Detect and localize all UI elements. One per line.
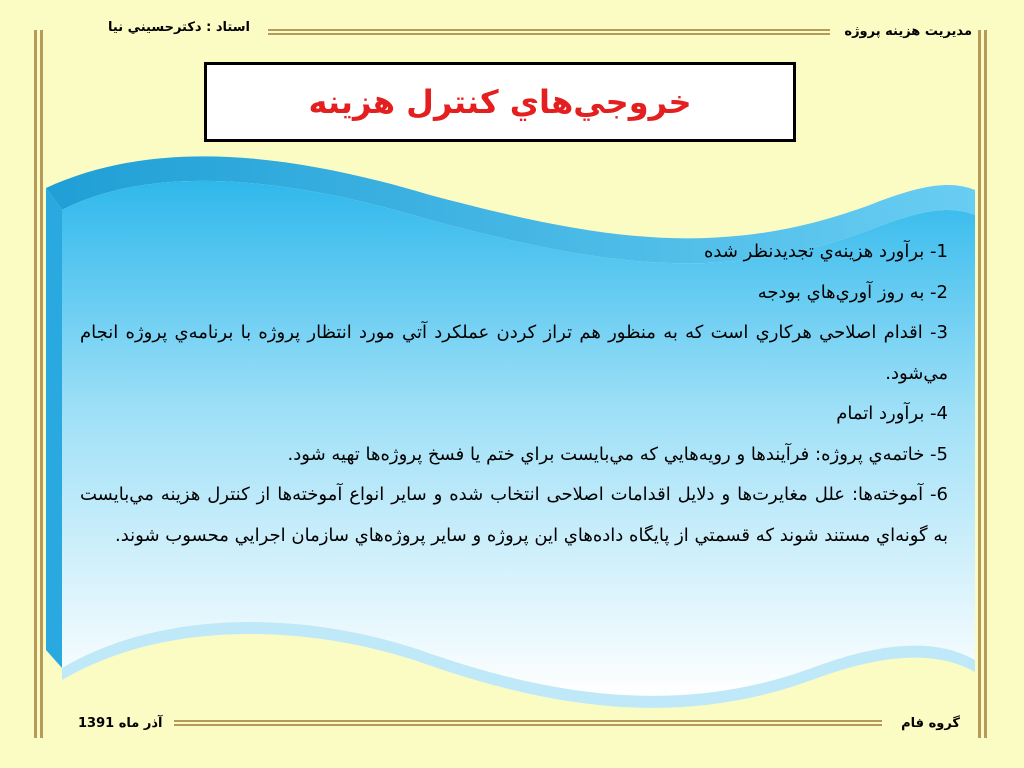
course-title: مديريت هزينه پروژه	[844, 24, 972, 39]
list-item: 4- برآورد اتمام	[836, 403, 948, 424]
list-item: 6- آموخته‌ها: علل مغايرت‌ها و دلايل اقدامات اصلاحی انتخاب شده و ساير انواع آموخته‌ها از كنترل هزينه مي‌بايست به گونه‌اي مستند شوند كه قسمتي از پايگاه داده‌هاي اين پروژه و ساير پروژه‌هاي سازمان اجرايي محسوب شوند.	[80, 484, 948, 546]
footer-rule	[174, 720, 882, 726]
list-item: 3- اقدام اصلاحي هركاري است كه به منظور هم تراز كردن عملكرد آتي مورد انتظار پروژه با برنامه‌ي پروژه انجام مي‌شود.	[80, 322, 948, 384]
footer-group: گروه فام	[901, 716, 960, 731]
banner-left-edge	[46, 188, 62, 668]
footer-date: آذر ماه 1391	[78, 716, 163, 731]
instructor-name: استاد : دكترحسيني نيا	[108, 20, 250, 35]
list-item: 1- برآورد هزينه‌ي تجديدنظر شده	[704, 241, 948, 262]
cost-control-outputs-list	[80, 232, 948, 556]
slide-title: خروجي‌هاي كنترل هزينه	[308, 83, 692, 121]
list-item: 2- به روز آوري‌هاي بودجه	[757, 281, 948, 303]
list-item: 5- خاتمه‌ي پروژه: فرآيندها و رويه‌هايي كه مي‌بايست براي ختم يا فسخ پروژه‌ها تهيه شود.	[287, 443, 948, 465]
